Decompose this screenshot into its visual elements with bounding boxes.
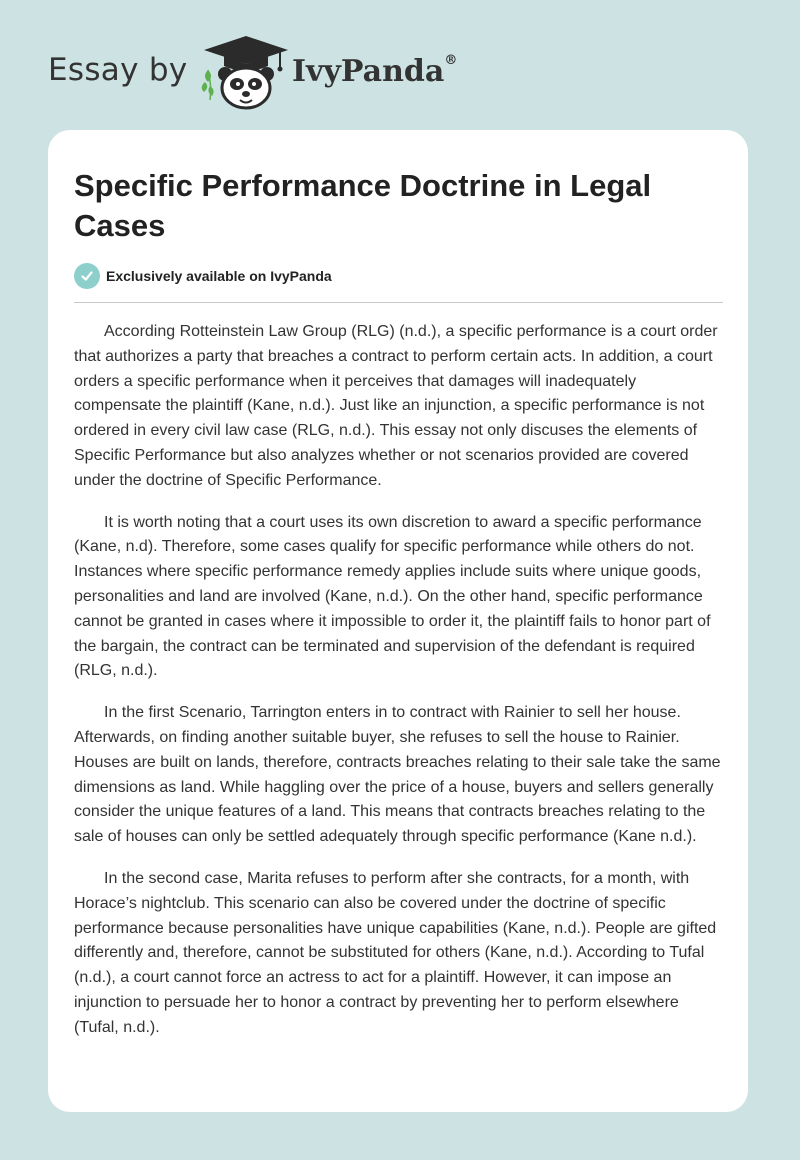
divider: [74, 302, 723, 303]
site-header: [0, 0, 800, 130]
panda-logo-icon[interactable]: [200, 34, 292, 112]
check-circle-icon: [74, 263, 100, 289]
essay-body: [74, 320, 724, 1058]
paragraph-3: In the first Scenario, Tarrington enters in to contract with Rainier to sell her house. Afterwards, on finding another suitable buyer, she refuses to sell the house to Rainier. Houses are built on lands, therefore, contracts breaches relating to their sale take the same dimensions as land. While haggling over the price of a house, buyers and sellers generally consider the unique features of a land. This means that contracts breaches relating to the sale of houses can only be settled adequately through specific performance (Kane n.d.).: [74, 704, 721, 846]
paragraph-1: According Rotteinstein Law Group (RLG) (n.d.), a specific performance is a court order that authorizes a party that breaches a contract to perform certain acts. In addition, a court orders a specific performance when it perceives that damages will inadequately compensate the plaintiff (Kane, n.d.). Just like an injunction, a specific performance is not ordered in every civil law case (RLG, n.d.). This essay not only discuses the elements of Specific Performance but also analyzes whether or not scenarios provided are covered under the doctrine of Specific Performance.: [74, 323, 718, 489]
paragraph-2: It is worth noting that a court uses its own discretion to award a specific performance (Kane, n.d). Therefore, some cases qualify for specific performance while others do not. Instances where specific performance remedy applies include suits where unique goods, personalities and land are involved (Kane, n.d.). On the other hand, specific performance cannot be granted in cases where it impossible to order it, the plaintiff fails to honor part of the bargain, the contract can be terminated and supervision of the defendant is required (RLG, n.d.).: [74, 513, 711, 680]
essay-title: Specific Performance Doctrine in Legal Cases: [74, 168, 652, 243]
brand-name[interactable]: IvyPanda®: [292, 53, 458, 89]
essay-card: [48, 130, 748, 1112]
paragraph-4: In the second case, Marita refuses to perform after she contracts, for a month, with Horace’s nightclub. This scenario can also be covered under the doctrine of specific performance because personalities have unique capabilities (Kane, n.d.). People are gifted differently and, therefore, cannot be substituted for others (Kane, n.d.). According to Tufal (n.d.), a court cannot force an actress to act for a plaintiff. However, it can impose an injunction to persuade her to honor a contract by preventing her to perform elsewhere (Tufal, n.d.).: [74, 869, 717, 1036]
essay-by-label: Essay by: [48, 52, 188, 88]
exclusive-badge: [74, 263, 332, 289]
exclusive-label: Exclusively available on IvyPanda: [106, 268, 332, 284]
